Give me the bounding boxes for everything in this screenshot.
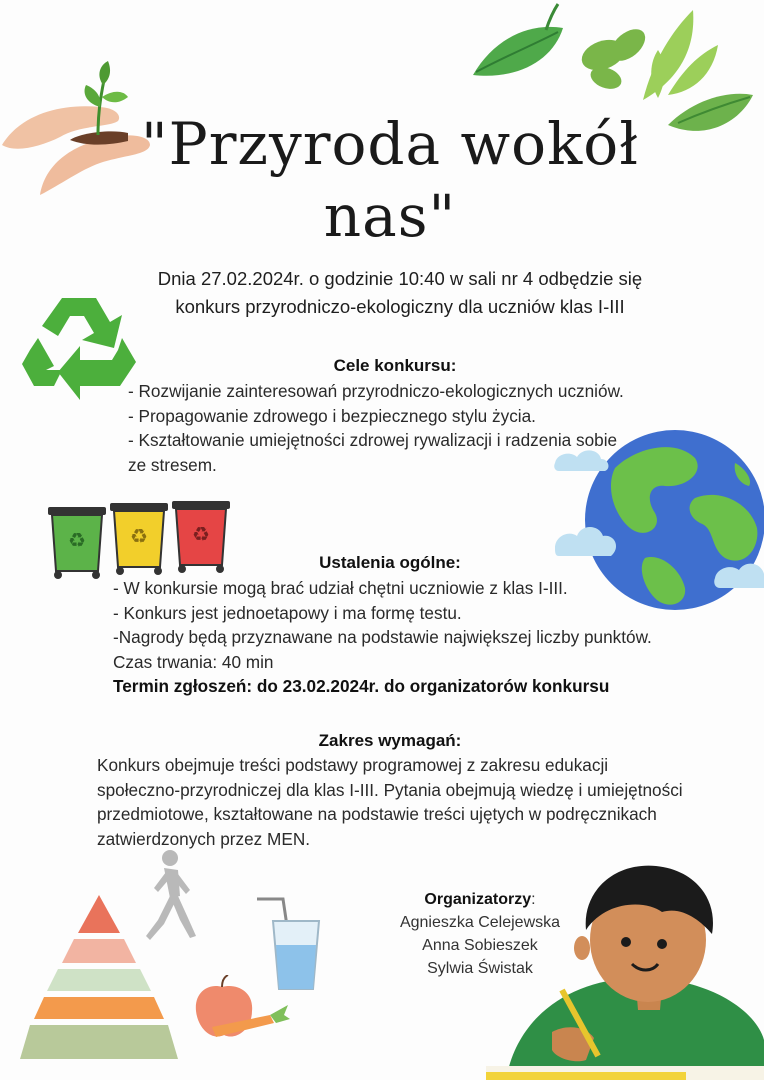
svg-text:♻: ♻ bbox=[192, 522, 210, 546]
organizers-heading-label: Organizatorzy bbox=[424, 891, 532, 908]
general-heading: Ustalenia ogólne: bbox=[319, 553, 461, 572]
text-line: przedmiotowe, kształtowane na podstawie treści ujętych w podręcznikach bbox=[97, 804, 657, 824]
list-item: -Nagrody będą przyznawane na podstawie największej liczby punktów. bbox=[113, 627, 652, 647]
page-title: "Przyroda wokół nas" bbox=[141, 110, 639, 250]
list-item: Czas trwania: 40 min bbox=[113, 651, 274, 672]
list-item: - Rozwijanie zainteresowań przyrodniczo-ekologicznych uczniów. bbox=[128, 381, 624, 401]
list-item: - Kształtowanie umiejętności zdrowej rywalizacji i radzenia sobie bbox=[128, 430, 618, 450]
list-item: - Konkurs jest jednoetapowy i ma formę testu. bbox=[113, 602, 462, 623]
intro-line: Dnia 27.02.2024r. o godzinie 10:40 w sali nr 4 odbędzie się bbox=[157, 268, 643, 289]
text-line: społeczno-przyrodniczej dla klas I-III. Pytania obejmują wiedzę i umiejętności bbox=[97, 779, 683, 800]
organizer-name: Sylwia Świstak bbox=[427, 960, 533, 977]
scope-heading: Zakres wymagań: bbox=[318, 731, 462, 750]
organizers-colon: : bbox=[531, 891, 536, 908]
organizers-heading bbox=[370, 888, 590, 911]
recycling-bins-icon bbox=[44, 495, 234, 580]
list-item: - Propagowanie zdrowego i bezpiecznego stylu życia. bbox=[128, 405, 536, 426]
scope-text bbox=[97, 753, 717, 851]
intro-text bbox=[70, 265, 730, 321]
svg-text:♻: ♻ bbox=[130, 524, 148, 548]
intro-line: konkurs przyrodniczo-ekologiczny dla uczniów klas I-III bbox=[175, 296, 625, 317]
deadline-text: Termin zgłoszeń: do 23.02.2024r. do organizatorów konkursu bbox=[113, 676, 610, 696]
organizer-name: Agnieszka Celejewska bbox=[399, 914, 561, 931]
list-item: ze stresem. bbox=[128, 454, 217, 475]
general-list bbox=[113, 576, 693, 699]
text-line: Konkurs obejmuje treści podstawy programowej z zakresu edukacji bbox=[97, 755, 609, 775]
svg-text:♻: ♻ bbox=[68, 528, 86, 552]
apple-carrot-icon bbox=[192, 975, 292, 1047]
text-line: zatwierdzonych przez MEN. bbox=[97, 828, 311, 849]
list-item: - W konkursie mogą brać udział chętni uczniowie z klas I-III. bbox=[113, 578, 568, 598]
organizer-name: Anna Sobieszek bbox=[422, 937, 538, 954]
goals-list bbox=[128, 379, 668, 477]
runner-icon bbox=[140, 848, 200, 944]
organizers bbox=[370, 888, 590, 980]
goals-heading: Cele konkursu: bbox=[333, 356, 457, 375]
